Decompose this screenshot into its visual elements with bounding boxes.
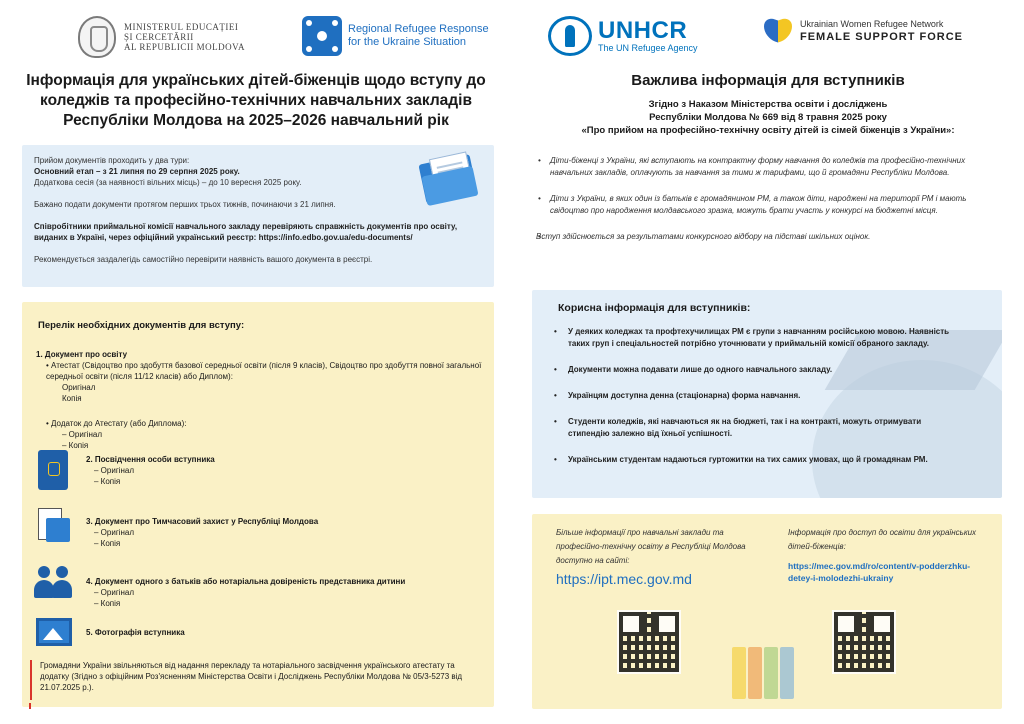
unhcr-sub: The UN Refugee Agency: [598, 42, 698, 53]
ministry-logo: [78, 16, 245, 58]
doc1-appendix-copy: – Копія: [62, 441, 89, 450]
rounds-text: Прийом документів проходить у два тури:: [34, 156, 190, 165]
unhcr-logo: [548, 16, 698, 56]
more-info-text1: Більше інформації про навчальні заклади та професійно-технічну освіту в Республіці Молдова доступно на сайті:: [556, 528, 746, 565]
doc2-copy: – Копія: [94, 477, 121, 486]
deadline-text: Бажано подати документи протягом перших трьох тижнів, починаючи з 21 липня.: [34, 200, 336, 209]
fsf-network: Ukrainian Women Refugee Network: [800, 18, 944, 29]
qr-code-icon: [832, 610, 896, 674]
qr-code-icon: [617, 610, 681, 674]
more-info-box: [532, 514, 1002, 709]
bullet-contract: • Діти-біженці з України, які вступають на контрактну форму навчання до коледжів та професійно-технічних навчальних закладів, оплачують за навчання за тими ж тарифами, що й громадяни Республіки Молдова.: [536, 155, 1002, 179]
doc3-copy: – Копія: [94, 539, 121, 548]
photo-icon: [36, 618, 72, 646]
important-bullets: [536, 155, 1002, 257]
doc-protection-item: [38, 508, 319, 548]
more-info-col2: [788, 526, 988, 584]
papers-icon: [38, 508, 68, 544]
passport-icon: [38, 450, 68, 490]
doc1-certificate: • Атестат (Свідоцтво про здобуття базової середньої освіти (після 9 класів), Свідоцтво про здобуття повної загальної середньої освіти (після 11/12 класів) або Диплом):: [46, 361, 482, 381]
accent-mark: [29, 703, 31, 709]
doc1-appendix: • Додаток до Атестату (або Диплома):: [46, 419, 187, 428]
order-text: Згідно з Наказом Міністерства освіти і досліджень Республіки Молдова № 669 від 8 травня 2025 року «Про прийом на професійно-технічну освіту дітей із сімей біженців з України»:: [581, 99, 955, 136]
fsf-heart-icon: [764, 16, 792, 46]
admission-basis: • Вступ здійснюється за результатами конкурсного відбору на підставі шкільних оцінок.: [536, 231, 1002, 243]
mec-link[interactable]: https://mec.gov.md/ro/content/v-podderzhku-detey-i-molodezhi-ukrainy: [788, 561, 971, 583]
right-title: Важлива інформація для вступників: [631, 72, 905, 89]
doc1-copy: Копія: [62, 394, 82, 403]
unhcr-logo-icon: [548, 16, 592, 56]
useful-item-russian: • У деяких коледжах та профтехучилищах РМ є групи з навчанням російською мовою. Наявність таких груп і спеціальностей потрібно уточнювати у приймальній комісії обраного закладу.: [544, 326, 964, 350]
recommend-text: Рекомендується заздалегідь самостійно перевірити наявність вашого документа в реєстрі.: [34, 255, 373, 264]
useful-item-scholarship: • Студенти коледжів, які навчаються як на бюджеті, так і на контракті, можуть отримувати стипендію залежно від їхньої успішності.: [544, 416, 964, 440]
fsf-name: FEMALE SUPPORT FORCE: [800, 30, 964, 43]
bullet-budget: • Діти з України, в яких один із батьків є громадянином РМ, а також діти, народжені на території РМ і мають свідоцтво про народження молдавського зразка, можуть брати участь у конкурсі на бюджетні місця.: [536, 193, 1002, 217]
doc2-original: – Оригінал: [94, 466, 135, 475]
right-logo-row: [512, 12, 1024, 62]
useful-info-box: [532, 290, 1002, 498]
doc4-copy: – Копія: [94, 599, 121, 608]
doc1-heading: 1. Документ про освіту: [36, 350, 128, 359]
doc4-heading: 4. Документ одного з батьків або нотаріальна довіреність представника дитини: [86, 577, 406, 586]
doc-id-item: [38, 450, 215, 490]
ipt-link[interactable]: https://ipt.mec.gov.md: [556, 571, 692, 587]
doc-photo-item: [36, 618, 185, 646]
ministry-name: MINISTERUL EDUCAȚIEI ȘI CERCETĂRII AL REPUBLICII MOLDOVA: [124, 22, 246, 52]
left-logo-row: [0, 12, 512, 62]
extra-session-text: Додаткова сесія (за наявності вільних місць) – до 10 вересня 2025 року.: [34, 178, 302, 187]
translation-note: Громадяни України звільняються від надання перекладу та нотаріального засвідчення українського атестату та додатку (Згідно з офіційним Роз'ясненням Міністерства Освіти і Досліджень Республіки Молдова № 05/3-5273 від 21.07.2025 р.).: [30, 660, 476, 700]
left-title: Інформація для українських дітей-біженців щодо вступу до коледжів та професійно-технічних навчальних закладів Республіки Молдова на 2025–2026 навчальний рік: [26, 72, 486, 129]
useful-item-fulltime: • Українцям доступна денна (стаціонарна) форма навчання.: [544, 390, 964, 402]
admission-info-box: [22, 145, 494, 287]
unhcr-name: UNHCR: [598, 16, 688, 44]
documents-title: Перелік необхідних документів для вступу:: [38, 320, 245, 331]
useful-item-dormitory: • Українським студентам надаються гуртожитки на тих самих умовах, що й громадянам РМ.: [544, 454, 964, 466]
doc3-heading: 3. Документ про Тимчасовий захист у Республіці Молдова: [86, 517, 319, 526]
doc-parent-item: [34, 566, 406, 608]
more-info-text2: Інформація про доступ до освіти для українських дітей-біженців:: [788, 528, 977, 551]
ministry-crest-icon: [78, 16, 116, 58]
documents-box: [22, 302, 494, 707]
fsf-logo: [764, 16, 963, 46]
doc4-original: – Оригінал: [94, 588, 135, 597]
doc-education: [36, 349, 482, 451]
doc5-heading: 5. Фотографія вступника: [86, 628, 185, 637]
doc1-original: Оригінал: [62, 383, 96, 392]
more-info-col1: [556, 526, 756, 586]
doc1-appendix-original: – Оригінал: [62, 430, 103, 439]
rrr-logo: [302, 16, 489, 56]
rrr-logo-icon: [302, 16, 342, 56]
folder-icon: [420, 153, 480, 203]
verify-text: Співробітники приймальної комісії навчального закладу перевіряють справжність документів про освіту, виданих в Україні, через офіційний український реєстр: https://info.edbo.gov.ua/edu-documents/: [34, 222, 458, 242]
rrr-name: Regional Refugee Response for the Ukraine Situation: [348, 23, 489, 48]
doc3-original: – Оригінал: [94, 528, 135, 537]
useful-item-one-school: • Документи можна подавати лише до одного навчального закладу.: [544, 364, 964, 376]
useful-title: Корисна інформація для вступників:: [558, 302, 751, 314]
doc2-heading: 2. Посвідчення особи вступника: [86, 455, 215, 464]
binders-icon: [732, 639, 802, 699]
people-icon: [34, 566, 74, 600]
main-stage-text: Основний етап – з 21 липня по 29 серпня 2025 року.: [34, 167, 240, 176]
